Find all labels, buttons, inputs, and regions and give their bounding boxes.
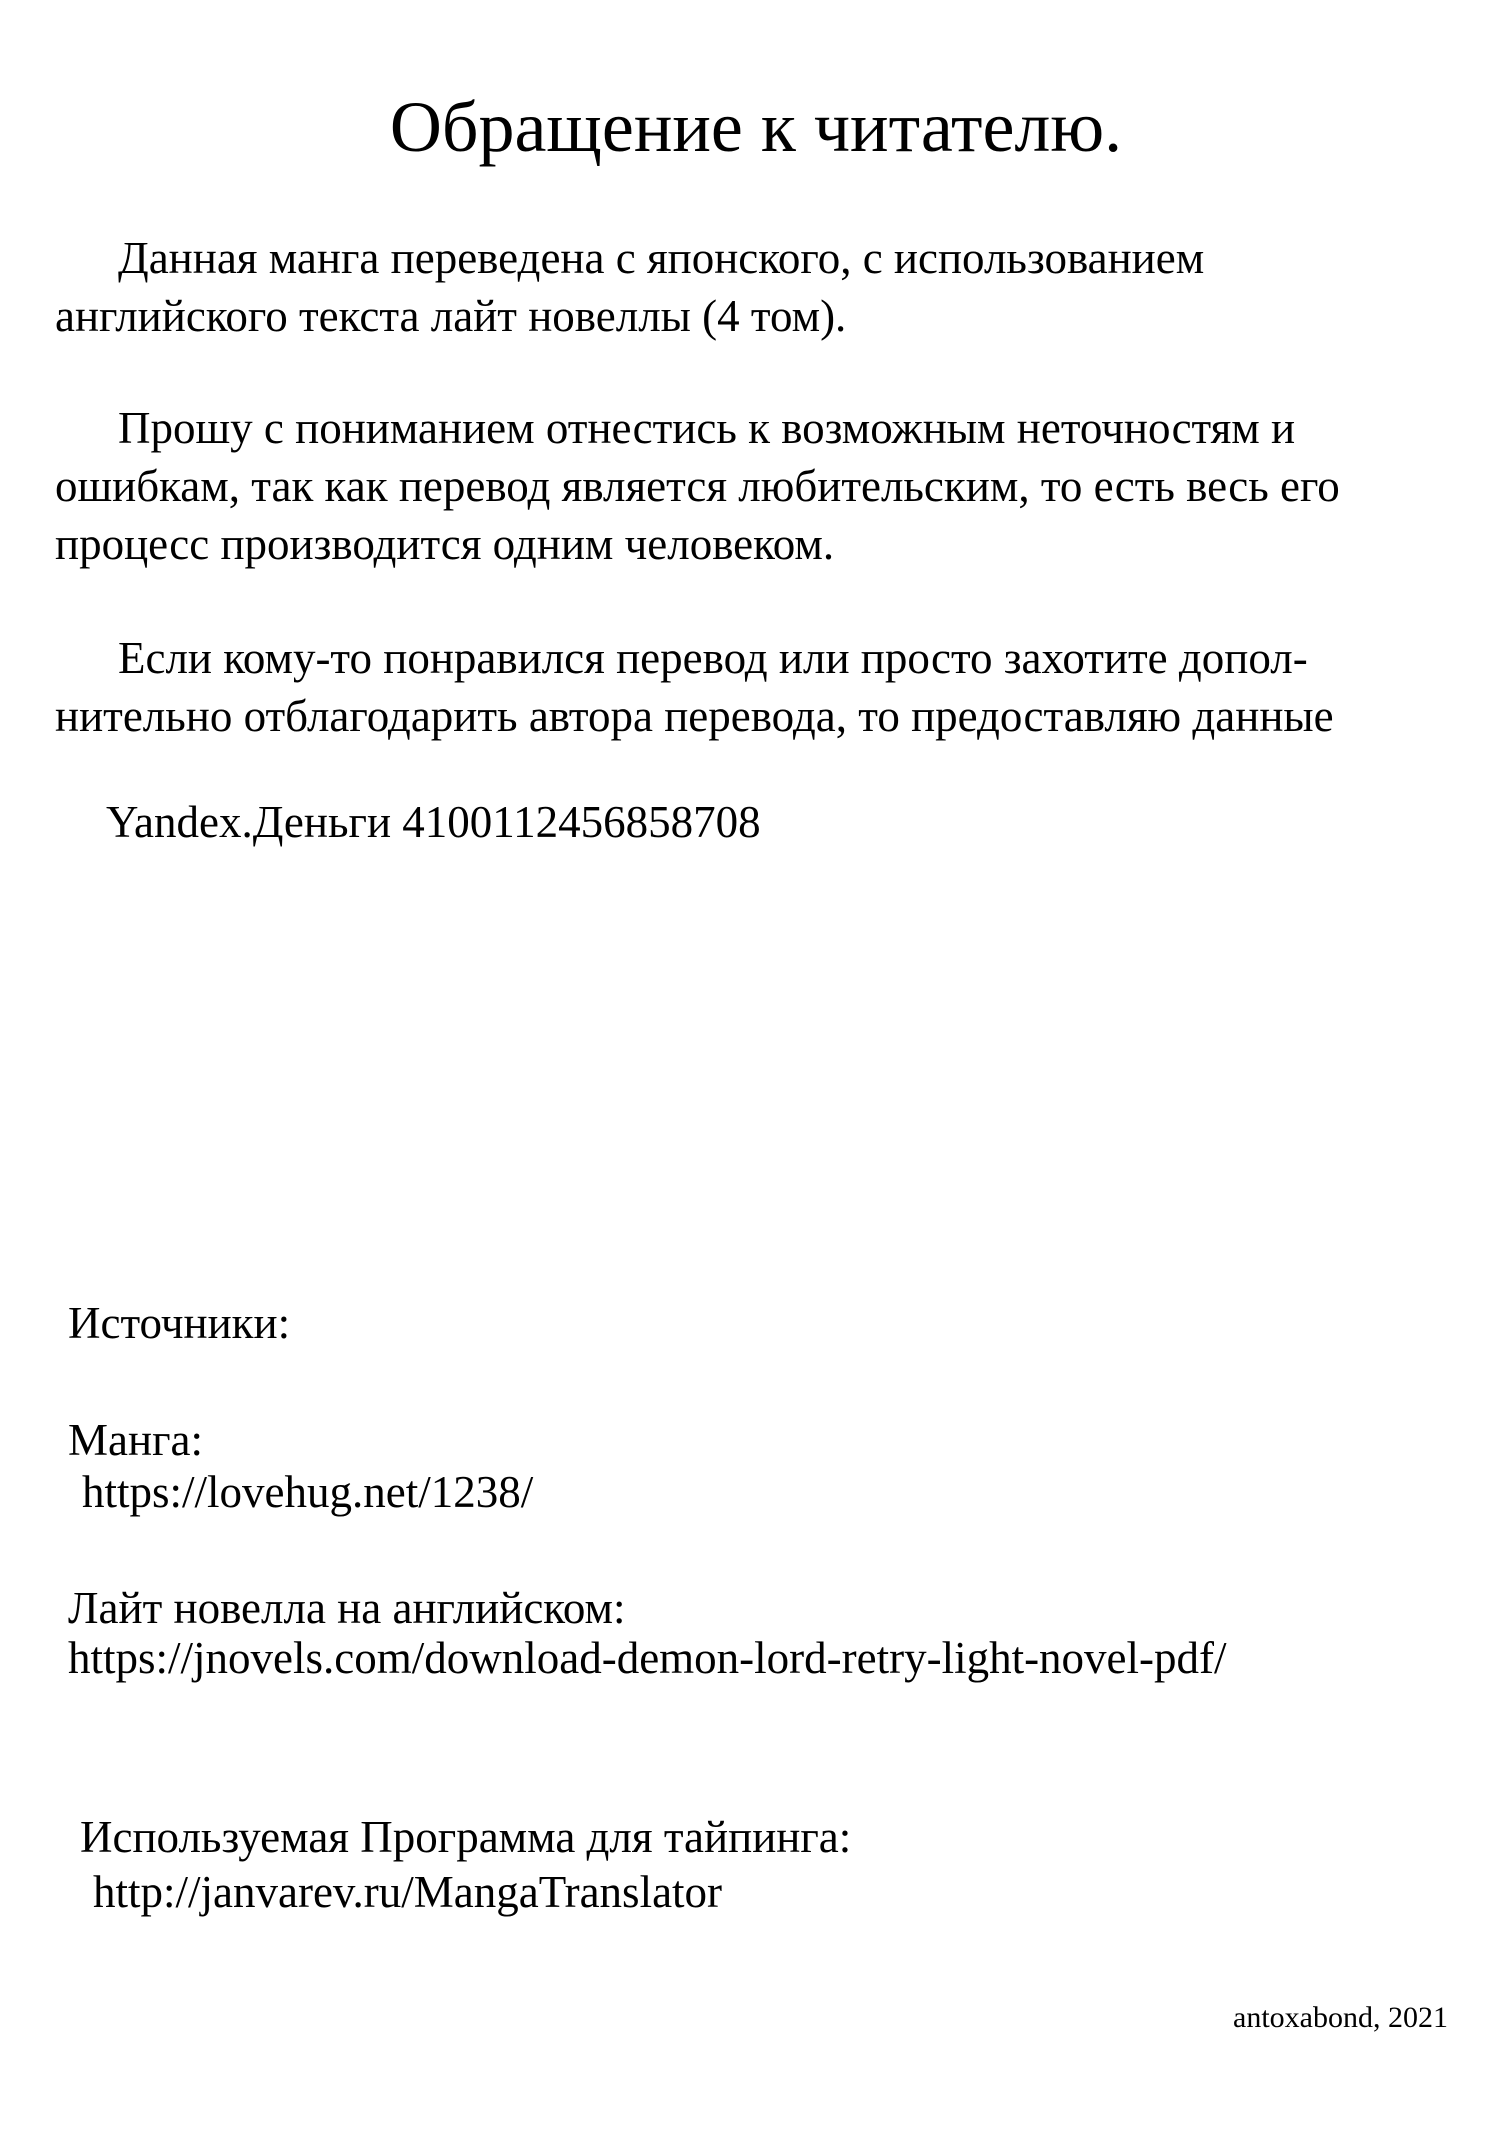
sources-heading: Источники: [68,1298,291,1348]
author-signature: antoxabond, 2021 [1233,2001,1448,2034]
wallet-number: Yandex.Деньги 4100112456858708 [106,797,761,847]
typesetting-tool-url: http://janvarev.ru/MangaTranslator [93,1867,723,1917]
light-novel-source-url: https://jnovels.com/download-demon-lord-retry-light-novel-pdf/ [68,1633,1227,1683]
donation-note-line-1: Если кому-то понравился перевод или просто захотите допол- [118,633,1308,683]
page-title: Обращение к читателю. [389,87,1123,167]
disclaimer-line-1: Прошу с пониманием отнестись к возможным неточностям и [118,403,1296,453]
donation-note-line-2: нительно отблагодарить автора перевода, то предоставляю данные [55,691,1334,741]
disclaimer-paragraph [55,399,1475,573]
disclaimer-line-2: ошибкам, так как перевод является любительским, то есть весь его [55,461,1340,511]
manga-source-label: Манга: [68,1415,203,1465]
typesetting-tool-label: Используемая Программа для тайпинга: [80,1812,852,1862]
donation-note-paragraph [55,629,1475,745]
disclaimer-line-3: процесс производится одним человеком. [55,519,835,569]
intro-line-1: Данная манга переведена с японского, с использованием [118,233,1205,283]
intro-paragraph [55,229,1475,345]
intro-line-2: английского текста лайт новеллы (4 том). [55,291,847,341]
light-novel-source-label: Лайт новелла на английском: [68,1583,626,1633]
manga-source-url: https://lovehug.net/1238/ [82,1467,534,1517]
